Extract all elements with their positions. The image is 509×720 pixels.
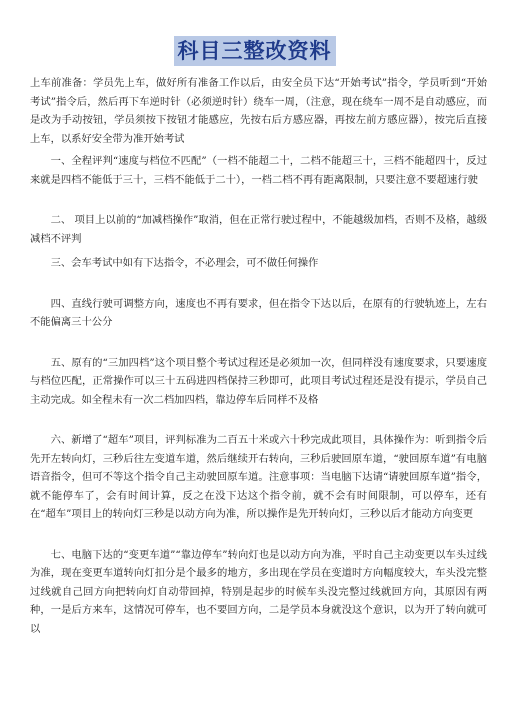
- rule-2-paragraph: 二、 项目上以前的“加减档操作”取消，但在正常行驶过程中，不能越级加档，否则不及格，越级减档不评判: [30, 214, 487, 245]
- document-title: 科目三整改资料: [174, 36, 336, 66]
- rule-1-paragraph: 一、全程评判“速度与档位不匹配”（一档不能超二十，二档不能超三十，三档不能超四十，反过来就是四档不能低于三十，三档不能低于二十），一档二档不再有距离限制，只要注意不要超速行驶: [30, 155, 487, 186]
- rule-6-paragraph: 六、新增了“超车”项目，评判标准为二百五十米或六十秒完成此项目，具体操作为：听到指令后先开左转向灯，三秒后往左变道车道，然后继续开右转向，三秒后驶回原车道，“驶回原车道”有电脑语音指令，但可不等这个指令自己主动驶回原车道。注意事项：当电脑下达请“请驶回原车道”指令，就不能停车了，会有时间计算，反之在没下达这个指令前，就不会有时间限制，可以停车，还有在“超车”项目上的转向灯三秒是以动方向为准，所以操作是先开转向灯，三秒以后才能动方向变更: [30, 434, 487, 520]
- rule-4-paragraph: 四、直线行驶可调整方向，速度也不再有要求，但在指令下达以后，在原有的行驶轨迹上，左右不能偏离三十公分: [30, 297, 487, 328]
- intro-paragraph: 上车前准备：学员先上车，做好所有准备工作以后，由安全员下达“开始考试”指令，学员听到“开始考试”指令后，然后再下车逆时针（必须逆时针）绕车一周，（注意，现在绕车一周不是自动感应，而是改为手动按钮，学员须按下按钮才能感应，先按右后方感应器，再按左前方感应器），按完后直接上车，以系好安全带为准开始考试: [30, 77, 487, 145]
- rule-5-paragraph: 五、原有的“三加四档”这个项目整个考试过程还是必须加一次，但同样没有速度要求，只要速度与档位匹配，正常操作可以三十五码进四档保持三秒即可，此项目考试过程还是没有提示，学员自己主动完成。如全程未有一次二档加四档，靠边停车后同样不及格: [30, 356, 487, 406]
- title-area: [0, 0, 509, 70]
- document-body: [30, 74, 487, 638]
- rule-7-paragraph: 七、电脑下达的“变更车道”“靠边停车”转向灯也是以动方向为准，平时自己主动变更以车头过线为准，现在变更车道转向灯扣分是个最多的地方，多出现在学员在变道时方向幅度较大，车头没完整过线就自己回方向把转向灯自动带回掉，特别是起步的时候车头没完整过线就回方向，其原因有两种，一是后方来车，这情况可停车，也不要回方向，二是学员本身就没这个意识，以为开了转向就可以: [30, 548, 487, 635]
- rule-3-paragraph: 三、会车考试中如有下达指令，不必理会，可不做任何操作: [50, 257, 319, 269]
